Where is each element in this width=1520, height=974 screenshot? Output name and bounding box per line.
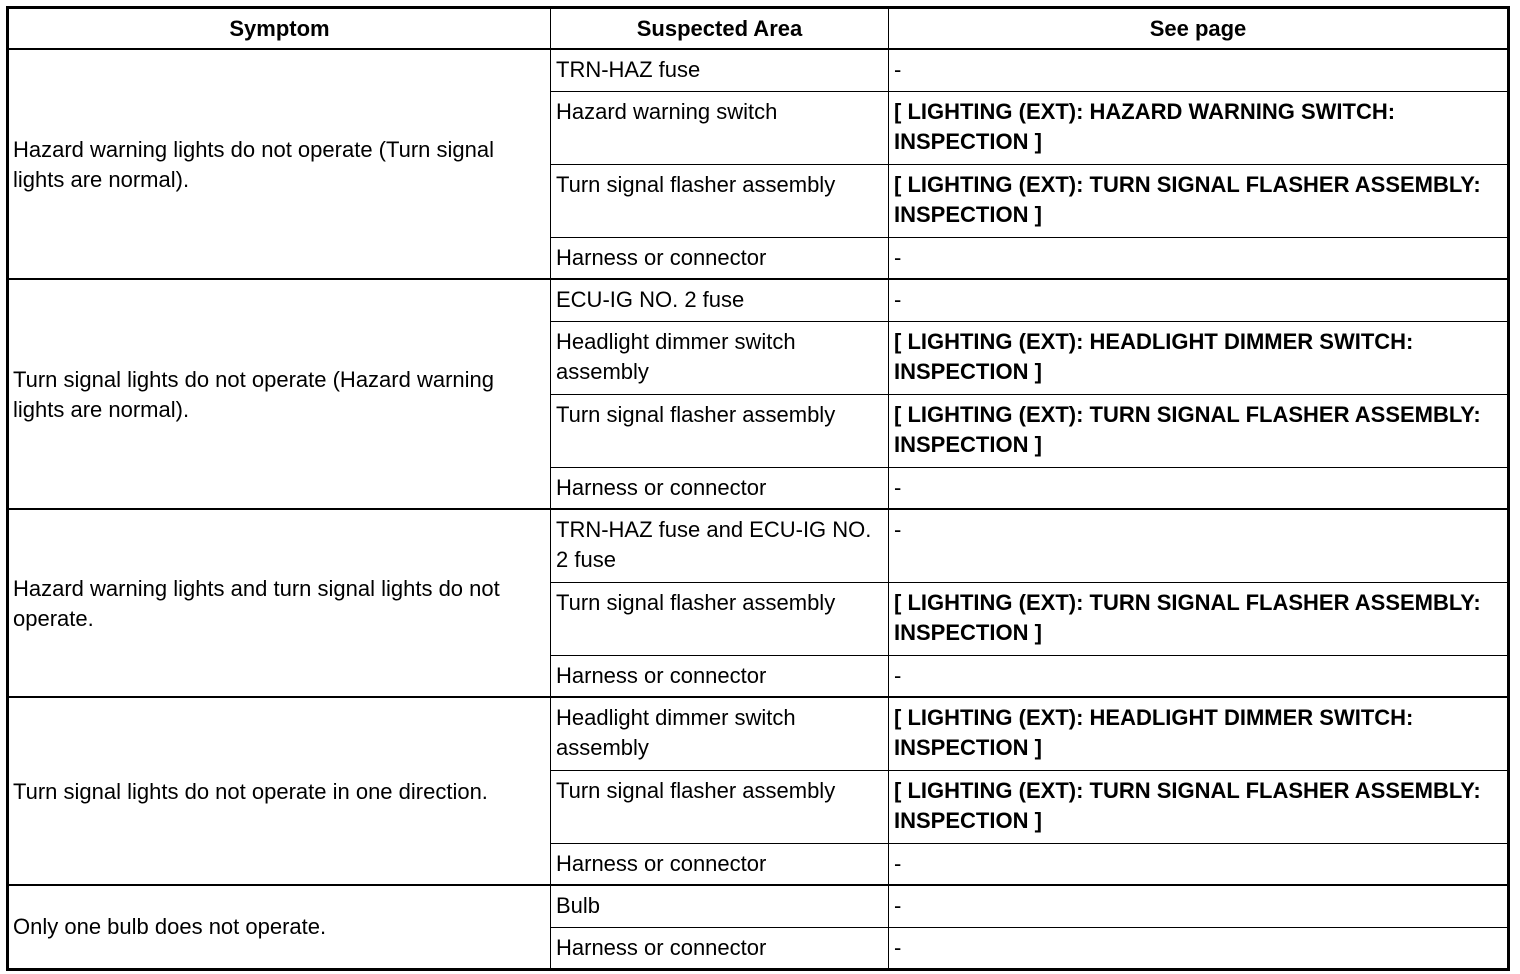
suspected-area-cell: Headlight dimmer switch assembly [551,697,889,770]
see-page-link[interactable]: [ LIGHTING (EXT): TURN SIGNAL FLASHER ASSEMBLY: INSPECTION ] [889,770,1509,843]
see-page-link[interactable]: [ LIGHTING (EXT): TURN SIGNAL FLASHER ASSEMBLY: INSPECTION ] [889,582,1509,655]
troubleshooting-table [6,6,1510,971]
see-page-link[interactable]: [ LIGHTING (EXT): HEADLIGHT DIMMER SWITCH: INSPECTION ] [889,321,1509,394]
see-page-cell: - [889,467,1509,509]
see-page-link[interactable]: [ LIGHTING (EXT): TURN SIGNAL FLASHER ASSEMBLY: INSPECTION ] [889,164,1509,237]
suspected-area-cell: Bulb [551,885,889,927]
see-page-cell: - [889,843,1509,885]
suspected-area-cell: Harness or connector [551,843,889,885]
table-row [8,49,1509,91]
table-row [8,697,1509,770]
suspected-area-cell: Turn signal flasher assembly [551,164,889,237]
symptom-cell: Only one bulb does not operate. [8,885,551,969]
suspected-area-cell: Harness or connector [551,927,889,969]
suspected-area-cell: Hazard warning switch [551,91,889,164]
suspected-area-cell: Harness or connector [551,655,889,697]
see-page-cell: - [889,885,1509,927]
suspected-area-cell: Harness or connector [551,467,889,509]
see-page-link[interactable]: [ LIGHTING (EXT): TURN SIGNAL FLASHER ASSEMBLY: INSPECTION ] [889,394,1509,467]
see-page-link[interactable]: [ LIGHTING (EXT): HEADLIGHT DIMMER SWITCH: INSPECTION ] [889,697,1509,770]
see-page-cell: - [889,927,1509,969]
see-page-cell: - [889,237,1509,279]
symptom-cell: Turn signal lights do not operate in one direction. [8,697,551,885]
table-row [8,509,1509,582]
suspected-area-cell: Turn signal flasher assembly [551,770,889,843]
symptom-cell: Turn signal lights do not operate (Hazard warning lights are normal). [8,279,551,509]
see-page-cell: - [889,279,1509,321]
header-suspected-area: Suspected Area [551,8,889,50]
suspected-area-cell: TRN-HAZ fuse and ECU-IG NO. 2 fuse [551,509,889,582]
suspected-area-cell: Harness or connector [551,237,889,279]
see-page-cell: - [889,655,1509,697]
table-row [8,885,1509,927]
see-page-cell: - [889,49,1509,91]
header-see-page: See page [889,8,1509,50]
symptom-cell: Hazard warning lights and turn signal lights do not operate. [8,509,551,697]
see-page-cell: - [889,509,1509,582]
suspected-area-cell: Turn signal flasher assembly [551,394,889,467]
header-symptom: Symptom [8,8,551,50]
suspected-area-cell: Headlight dimmer switch assembly [551,321,889,394]
suspected-area-cell: ECU-IG NO. 2 fuse [551,279,889,321]
suspected-area-cell: TRN-HAZ fuse [551,49,889,91]
table-row [8,279,1509,321]
suspected-area-cell: Turn signal flasher assembly [551,582,889,655]
see-page-link[interactable]: [ LIGHTING (EXT): HAZARD WARNING SWITCH: INSPECTION ] [889,91,1509,164]
header-row [8,8,1509,50]
symptom-cell: Hazard warning lights do not operate (Turn signal lights are normal). [8,49,551,279]
